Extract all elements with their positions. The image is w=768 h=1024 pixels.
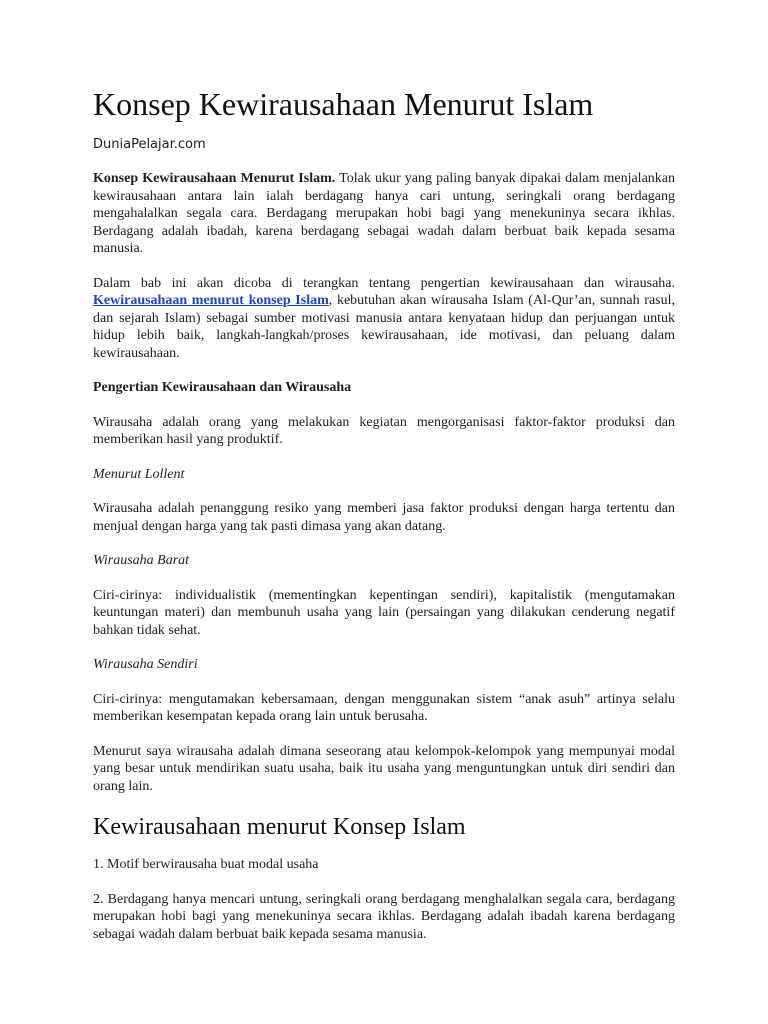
list-item: 2. Berdagang hanya mencari untung, seringkali orang berdagang menghalalkan segala cara, berdagang merupakan hobi bagi yang menekuninya secara ikhlas. Berdagang adalah ibadah karena berdagang sebagai wadah dalam berbuat baik kepada sesama manusia.	[93, 891, 675, 942]
opinion-paragraph: Menurut saya wirausaha adalah dimana seseorang atau kelompok-kelompok yang mempunyai modal yang besar untuk mendirikan suatu usaha, baik itu usaha yang menguntungkan untuk diri sendiri dan orang lain.	[93, 743, 675, 794]
subheading-barat: Wirausaha Barat	[93, 553, 190, 568]
intro-bold-lead: Konsep Kewirausahaan Menurut Islam.	[93, 171, 336, 186]
intro-text: Tolak ukur yang paling banyak dipakai dalam menjalankan kewirausahaan antara lain ialah berdagang hanya cari untung, seringkali orang berdagang mengahalalkan segala cara. Berdagang merupakan hobi bagi yang menekuninya secara ikhlas. Berdagang adalah ibadah, karena berdagang sebagai wadah dalam berbuat baik kepada sesama manusia.	[93, 171, 675, 256]
overview-text-before: Dalam bab ini akan dicoba di terangkan tentang pengertian kewirausahaan dan wirausaha.	[93, 275, 675, 291]
barat-paragraph: Ciri-cirinya: individualistik (mementingkan kepentingan sendiri), kapitalistik (mengutamakan keuntungan materi) dan membunuh usaha yang lain (persaingan yang dilakukan cenderung negatif bahkan tidak sehat.	[93, 587, 675, 638]
section-heading-islam: Kewirausahaan menurut Konsep Islam	[93, 814, 466, 840]
sendiri-paragraph: Ciri-cirinya: mengutamakan kebersamaan, dengan menggunakan sistem “anak asuh” artinya selalu memberikan kesempatan kepada orang lain untuk berusaha.	[93, 691, 675, 724]
page-title: Konsep Kewirausahaan Menurut Islam	[93, 86, 594, 122]
definition-paragraph: Wirausaha adalah orang yang melakukan kegiatan mengorganisasi faktor-faktor produksi dan memberikan hasil yang produktif.	[93, 414, 675, 447]
concept-link[interactable]: Kewirausahaan menurut konsep Islam	[93, 293, 329, 308]
overview-text-after: , kebutuhan akan wirausaha Islam (Al-Qur’an, sunnah rasul, dan sejarah Islam) sebagai sumber motivasi manusia antara kenyataan hidup dan perjuangan untuk hidup lebih baik, langkah-langkah/proses kewirausahaan, ide motivasi, dan peluang dalam kewirausahaan.	[93, 293, 676, 361]
document-body	[93, 84, 675, 960]
subheading-lollent: Menurut Lollent	[93, 466, 185, 482]
overview-paragraph	[93, 275, 675, 363]
intro-paragraph	[93, 170, 675, 258]
subheading-sendiri: Wirausaha Sendiri	[93, 657, 198, 672]
list-item: 1. Motif berwirausaha buat modal usaha	[93, 857, 319, 872]
lollent-paragraph: Wirausaha adalah penanggung resiko yang memberi jasa faktor produksi dengan harga tertentu dan menjual dengan harga yang tak pasti dimasa yang akan datang.	[93, 501, 675, 534]
source-line: DuniaPelajar.com	[93, 137, 206, 152]
section-heading-definition: Pengertian Kewirausahaan dan Wirausaha	[93, 380, 352, 395]
